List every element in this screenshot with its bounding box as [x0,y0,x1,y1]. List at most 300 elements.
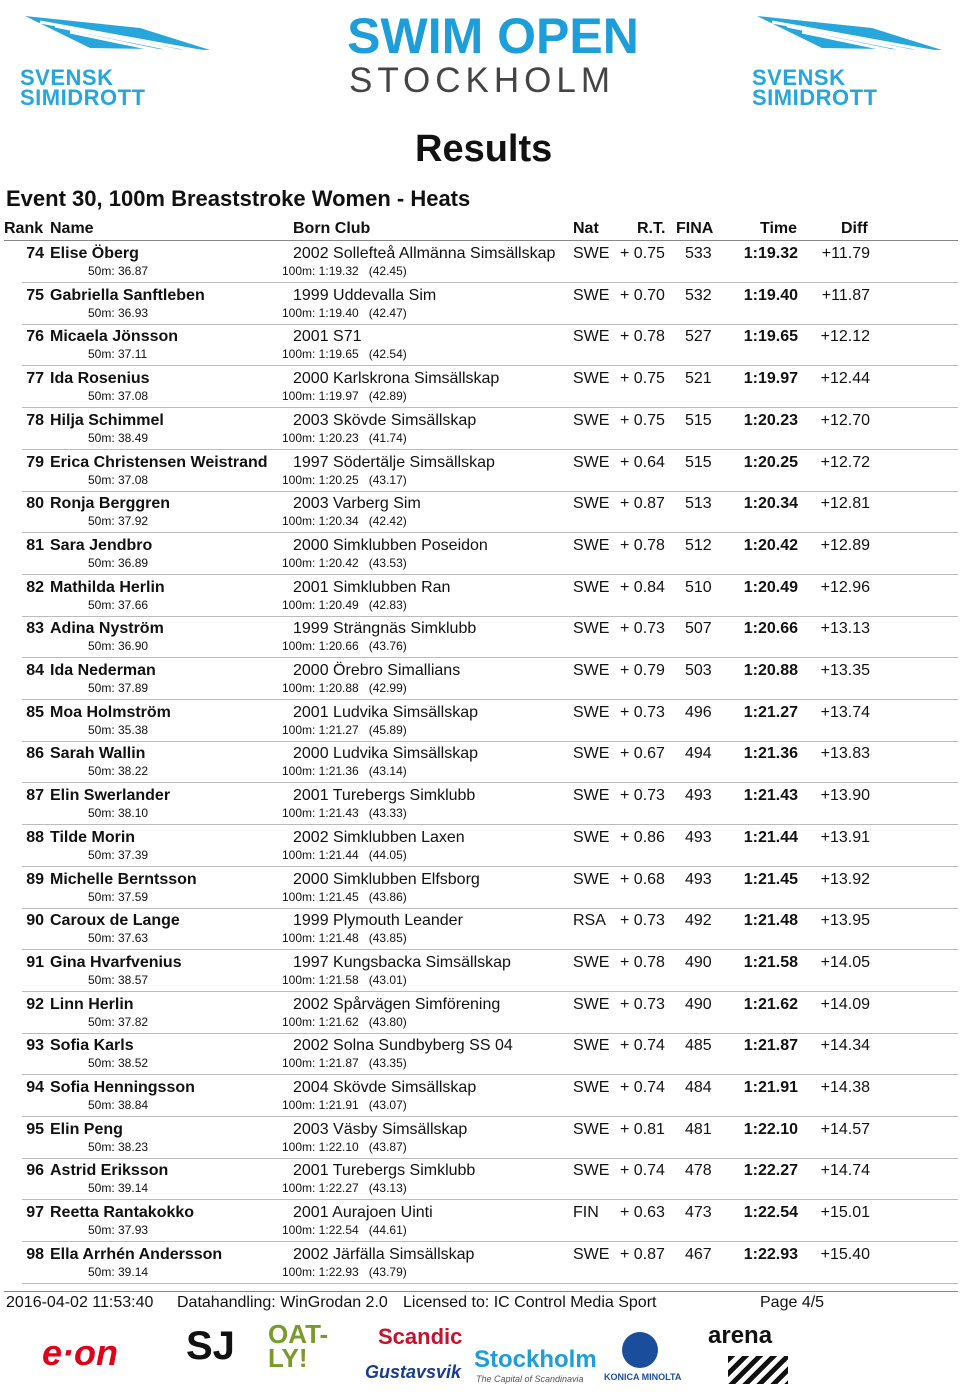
reaction-time-cell: + 0.78 [620,953,665,971]
nat-cell: SWE [573,453,610,471]
fina-points-cell: 513 [685,495,712,513]
split-50m-cell: 50m: 38.52 [88,1056,149,1071]
rank-cell: 91 [26,953,44,971]
nat-cell: SWE [573,328,610,346]
split-100m-cell [282,973,407,987]
split-100m-cell [282,1265,407,1279]
time-cell: 1:21.48 [743,912,798,930]
row-divider [22,991,958,992]
reaction-time-cell: + 0.73 [620,787,665,805]
table-row [0,453,960,495]
diff-cell: +15.01 [820,1204,870,1222]
diff-cell: +14.34 [820,1037,870,1055]
nat-cell: SWE [573,787,610,805]
born-year: 2001 [293,787,329,805]
time-cell: 1:21.87 [743,1037,798,1055]
split-100m-lap: (43.33) [368,806,407,821]
row-divider [22,491,958,492]
table-row [0,411,960,453]
split-50m-cell: 50m: 38.10 [88,806,149,821]
fina-points-cell: 493 [685,870,712,888]
club-name: Simklubben Ran [333,578,451,596]
diff-cell: +15.40 [820,1245,870,1263]
nat-cell: FIN [573,1204,599,1222]
born-year: 1997 [293,453,329,471]
fina-points-cell: 507 [685,620,712,638]
club-name: Aurajoen Uinti [332,1204,433,1222]
row-divider [22,657,958,658]
rank-cell: 76 [26,328,44,346]
nat-cell: SWE [573,953,610,971]
nat-cell: SWE [573,745,610,763]
reaction-time-cell: + 0.79 [620,662,665,679]
row-divider [22,1283,958,1284]
col-header-nat: Nat [573,220,599,237]
born-club-cell [293,911,463,931]
row-divider [22,866,958,867]
born-year: 2001 [293,578,329,596]
split-100m-time: 100m: 1:21.91 [282,1098,359,1112]
fina-points-cell: 496 [685,703,712,721]
born-year: 1999 [293,620,329,638]
split-100m-cell [282,514,407,528]
sponsor-oatly-logo: OAT-LY! [268,1319,329,1373]
name-cell: Moa Holmström [50,703,171,721]
table-row [0,661,960,703]
fina-points-cell: 493 [685,828,712,846]
footer-license: Licensed to: IC Control Media Sport [403,1294,657,1311]
rank-cell: 79 [26,453,44,471]
born-club-cell [293,995,500,1015]
club-name: Simklubben Poseidon [333,536,488,554]
name-cell: Ida Nederman [50,662,156,679]
split-100m-cell [282,931,407,945]
born-club-cell [293,1078,476,1098]
row-divider [22,616,958,617]
fina-points-cell: 515 [685,411,712,429]
name-cell: Sofia Henningsson [50,1079,195,1096]
split-100m-time: 100m: 1:20.23 [282,430,359,445]
club-name: Simklubben Elfsborg [333,870,480,888]
split-100m-lap: (43.76) [368,639,407,654]
name-cell: Micaela Jönsson [50,328,179,346]
fina-points-cell: 493 [685,787,712,805]
name-cell: Ida Rosenius [50,370,150,388]
split-100m-cell [282,681,407,695]
time-cell: 1:22.27 [743,1162,798,1180]
split-50m-cell: 50m: 37.11 [88,347,148,362]
born-year: 2000 [293,662,329,679]
born-year: 2002 [293,1245,329,1263]
reaction-time-cell: + 0.74 [620,1079,665,1096]
split-100m-cell [282,639,407,653]
nat-cell: SWE [573,245,610,262]
rank-cell: 95 [26,1120,44,1138]
reaction-time-cell: + 0.86 [620,828,665,846]
time-cell: 1:19.40 [743,286,798,304]
born-club-cell [293,744,478,764]
split-100m-time: 100m: 1:20.25 [282,472,359,487]
born-club-cell [293,286,436,306]
diff-cell: +12.96 [820,578,870,596]
split-50m-cell: 50m: 39.14 [88,1181,149,1196]
born-year: 1997 [293,953,329,971]
split-100m-lap: (43.14) [368,764,407,779]
fina-points-cell: 478 [685,1162,712,1180]
name-cell: Sara Jendbro [50,536,153,554]
split-100m-cell [282,598,407,612]
table-row [0,744,960,786]
diff-cell: +13.91 [820,828,870,846]
rank-cell: 75 [26,286,44,304]
rank-cell: 88 [26,828,44,846]
fina-points-cell: 533 [685,245,712,262]
table-row [0,619,960,661]
col-header-diff: Diff [841,220,868,237]
fina-points-cell: 473 [685,1204,712,1222]
col-header-born-club: Born Club [293,220,371,237]
club-name: Turebergs Simklubb [332,1162,476,1180]
sponsor-konica-logo: KONICA MINOLTA [604,1372,682,1382]
col-header-time: Time [760,220,798,237]
split-100m-cell [282,723,407,737]
diff-cell: +13.35 [820,662,870,679]
rank-cell: 86 [26,745,44,763]
sponsor-scandic-logo: Scandic [378,1324,463,1349]
club-name: Karlskrona Simsällskap [333,370,500,388]
split-100m-time: 100m: 1:22.54 [282,1223,359,1238]
split-100m-cell [282,347,407,361]
diff-cell: +13.13 [820,620,870,638]
reaction-time-cell: + 0.74 [620,1037,665,1055]
split-100m-lap: (43.13) [368,1181,407,1196]
time-cell: 1:20.66 [743,620,798,638]
time-cell: 1:20.34 [743,495,798,513]
rank-cell: 85 [26,703,44,721]
born-year: 2001 [293,703,329,721]
nat-cell: SWE [573,662,610,679]
split-100m-lap: (43.85) [368,931,407,946]
fina-points-cell: 515 [685,453,712,471]
table-row [0,286,960,328]
split-100m-lap: (42.99) [368,681,407,695]
split-100m-time: 100m: 1:21.45 [282,889,359,904]
table-row [0,995,960,1037]
table-row [0,1078,960,1120]
rank-cell: 98 [26,1245,44,1263]
col-header-name: Name [50,220,94,237]
rank-cell: 74 [26,245,44,262]
time-cell: 1:20.25 [743,453,798,471]
name-cell: Hilja Schimmel [50,411,164,429]
split-50m-cell: 50m: 38.57 [88,972,149,987]
time-cell: 1:20.88 [743,662,798,679]
table-row [0,953,960,995]
rank-cell: 80 [26,495,44,513]
born-club-cell [293,870,480,890]
split-100m-lap: (43.07) [368,1098,407,1112]
born-year: 2002 [293,828,329,846]
time-cell: 1:20.23 [743,411,798,429]
split-100m-cell [282,389,407,403]
diff-cell: +12.81 [820,495,870,513]
split-100m-lap: (42.83) [368,597,407,612]
born-year: 2002 [293,995,329,1013]
time-cell: 1:19.97 [743,370,798,388]
split-50m-cell: 50m: 37.39 [88,847,149,862]
reaction-time-cell: + 0.70 [620,286,665,304]
diff-cell: +12.70 [820,411,870,429]
split-100m-time: 100m: 1:19.65 [282,347,359,362]
diff-cell: +13.74 [820,703,870,721]
fina-points-cell: 485 [685,1037,712,1055]
time-cell: 1:22.93 [743,1245,798,1263]
row-divider [22,949,958,950]
header-divider [4,240,958,241]
split-100m-lap: (42.89) [368,389,407,404]
split-100m-time: 100m: 1:21.43 [282,806,359,821]
name-cell: Michelle Berntsson [50,870,197,888]
fina-points-cell: 527 [685,328,712,346]
event-name: Event 30, 100m Breaststroke Women - Heats [6,186,471,211]
time-cell: 1:21.45 [743,870,798,888]
club-name: Varberg Sim [333,495,421,513]
name-cell: Reetta Rantakokko [50,1204,195,1222]
split-50m-cell: 50m: 38.49 [88,430,149,445]
split-100m-time: 100m: 1:21.87 [282,1056,359,1071]
row-divider [22,1116,958,1117]
time-cell: 1:21.44 [743,828,798,846]
split-50m-cell: 50m: 36.87 [88,264,149,278]
born-club-cell [293,327,362,347]
split-100m-time: 100m: 1:20.66 [282,639,359,654]
club-name: Plymouth Leander [333,912,463,930]
split-100m-lap: (42.47) [368,305,407,320]
nat-cell: SWE [573,995,610,1013]
svensk-simidrott-logo-left [20,8,220,108]
club-name: Uddevalla Sim [333,286,437,304]
col-header-fina: FINA [676,220,714,237]
col-header-rank: Rank [4,220,44,237]
rank-cell: 78 [26,411,44,429]
table-row [0,870,960,912]
club-name: Kungsbacka Simsällskap [333,953,511,971]
split-50m-cell: 50m: 37.93 [88,1223,149,1238]
table-row [0,703,960,745]
fina-points-cell: 467 [685,1245,712,1263]
table-row [0,327,960,369]
rank-cell: 93 [26,1037,44,1055]
split-100m-cell [282,473,407,487]
club-name: Turebergs Simklubb [332,787,476,805]
split-100m-time: 100m: 1:21.48 [282,931,359,946]
time-cell: 1:19.65 [743,328,798,346]
name-cell: Tilde Morin [50,828,136,846]
diff-cell: +14.38 [820,1079,870,1096]
reaction-time-cell: + 0.84 [620,578,665,596]
nat-cell: SWE [573,1162,610,1180]
split-50m-cell: 50m: 38.23 [88,1139,149,1154]
fina-points-cell: 512 [685,536,712,554]
rank-cell: 97 [26,1204,44,1222]
split-100m-time: 100m: 1:21.58 [282,972,359,987]
row-divider [22,282,958,283]
name-cell: Gina Hvarfvenius [50,953,182,971]
nat-cell: SWE [573,870,610,888]
table-row [0,1120,960,1162]
split-100m-lap: (43.79) [368,1264,407,1279]
time-cell: 1:21.58 [743,953,798,971]
split-100m-time: 100m: 1:21.44 [282,847,359,862]
reaction-time-cell: + 0.73 [620,620,665,638]
swimmer-stripes-icon [20,8,220,68]
rank-cell: 92 [26,995,44,1013]
split-100m-cell [282,431,407,445]
born-club-cell [293,578,450,598]
reaction-time-cell: + 0.81 [620,1120,665,1138]
reaction-time-cell: + 0.75 [620,245,665,262]
split-100m-cell [282,556,407,570]
split-100m-lap: (41.74) [368,430,407,445]
col-header-rt: R.T. [637,220,666,237]
name-cell: Astrid Eriksson [50,1162,169,1180]
born-year: 2003 [293,1120,329,1138]
split-100m-lap: (43.87) [368,1139,407,1154]
reaction-time-cell: + 0.73 [620,912,665,930]
born-club-cell [293,411,476,431]
time-cell: 1:22.54 [743,1204,798,1222]
split-100m-time: 100m: 1:20.34 [282,514,359,529]
diff-cell: +11.79 [821,245,870,262]
born-year: 1999 [293,912,329,930]
sponsor-sj-logo: SJ [186,1324,235,1368]
split-100m-lap: (43.53) [368,555,407,570]
name-cell: Gabriella Sanftleben [50,286,205,304]
split-100m-cell [282,806,407,820]
club-name: Väsby Simsällskap [333,1120,468,1138]
split-50m-cell: 50m: 39.14 [88,1264,149,1279]
split-100m-lap: (43.86) [368,889,407,904]
table-row [0,911,960,953]
club-name: Solna Sundbyberg SS 04 [333,1037,513,1055]
split-100m-cell [282,306,407,320]
time-cell: 1:21.27 [743,703,798,721]
club-name: Ludvika Simsällskap [333,745,478,763]
fina-points-cell: 490 [685,995,712,1013]
fina-points-cell: 484 [685,1079,712,1096]
split-100m-time: 100m: 1:21.36 [282,764,359,779]
results-title: Results [415,128,553,170]
born-year: 2001 [293,328,329,346]
born-club-cell [293,703,478,723]
born-club-cell [293,494,421,514]
born-year: 2001 [293,1162,329,1180]
split-100m-time: 100m: 1:22.93 [282,1264,359,1279]
born-year: 1999 [293,286,329,304]
event-brand-title: SWIM OPEN [347,8,639,64]
split-100m-cell [282,890,407,904]
nat-cell: SWE [573,370,610,388]
split-50m-cell: 50m: 37.89 [88,681,149,695]
club-name: S71 [333,328,362,346]
footer-software: Datahandling: WinGrodan 2.0 [177,1294,388,1311]
diff-cell: +13.83 [820,745,870,763]
reaction-time-cell: + 0.87 [620,1245,665,1263]
fina-points-cell: 510 [685,578,712,596]
split-100m-cell [282,1181,407,1195]
svensk-simidrott-logo-right [752,8,952,108]
split-50m-cell: 50m: 37.63 [88,931,149,946]
split-50m-cell: 50m: 37.08 [88,389,149,404]
reaction-time-cell: + 0.75 [620,370,665,388]
name-cell: Elise Öberg [50,245,139,262]
table-row [0,1036,960,1078]
row-divider [22,449,958,450]
club-name: Ludvika Simsällskap [333,703,478,721]
club-name: Strängnäs Simklubb [333,620,477,638]
rank-cell: 77 [26,370,44,388]
split-100m-lap: (43.01) [368,972,407,987]
table-row [0,828,960,870]
row-divider [22,699,958,700]
split-100m-lap: (43.80) [368,1014,407,1029]
born-year: 2003 [293,411,329,429]
name-cell: Erica Christensen Weistrand [50,453,268,471]
born-year: 2000 [293,536,329,554]
born-year: 2000 [293,870,329,888]
split-100m-lap: (45.89) [368,722,407,737]
time-cell: 1:22.10 [743,1120,798,1138]
club-name: Skövde Simsällskap [333,411,477,429]
fina-points-cell: 521 [685,370,712,388]
born-club-cell [293,828,465,848]
split-100m-time: 100m: 1:21.62 [282,1014,359,1029]
born-year: 2000 [293,370,329,388]
nat-cell: SWE [573,495,610,513]
split-50m-cell: 50m: 37.66 [88,597,149,612]
diff-cell: +12.12 [820,328,870,346]
rank-cell: 83 [26,620,44,638]
diff-cell: +14.09 [820,995,870,1013]
split-100m-time: 100m: 1:22.10 [282,1139,359,1154]
row-divider [22,532,958,533]
split-50m-cell: 50m: 38.22 [88,764,149,779]
rank-cell: 89 [26,870,44,888]
event-brand-subtitle: STOCKHOLM [348,61,616,100]
reaction-time-cell: + 0.64 [620,453,665,471]
row-divider [22,324,958,325]
split-50m-cell: 50m: 37.92 [88,514,149,529]
page-header [0,0,960,120]
rank-cell: 94 [26,1079,44,1096]
split-100m-cell [282,1015,407,1029]
fina-points-cell: 503 [685,662,712,679]
split-100m-time: 100m: 1:21.27 [282,722,359,737]
split-100m-time: 100m: 1:19.40 [282,305,359,320]
split-100m-time: 100m: 1:22.27 [282,1181,359,1196]
svensk-simidrott-text-left: SVENSK SIMIDROTT [20,65,146,110]
reaction-time-cell: + 0.73 [620,703,665,721]
born-club-cell [293,1120,467,1140]
table-row [0,244,960,286]
arena-diamond-icon [728,1356,788,1384]
split-100m-lap: (43.35) [368,1056,407,1071]
split-100m-cell [282,1140,407,1154]
club-name: Simklubben Laxen [333,828,465,846]
split-50m-cell: 50m: 36.90 [88,639,149,654]
born-club-cell [293,369,499,389]
rank-cell: 82 [26,578,44,596]
